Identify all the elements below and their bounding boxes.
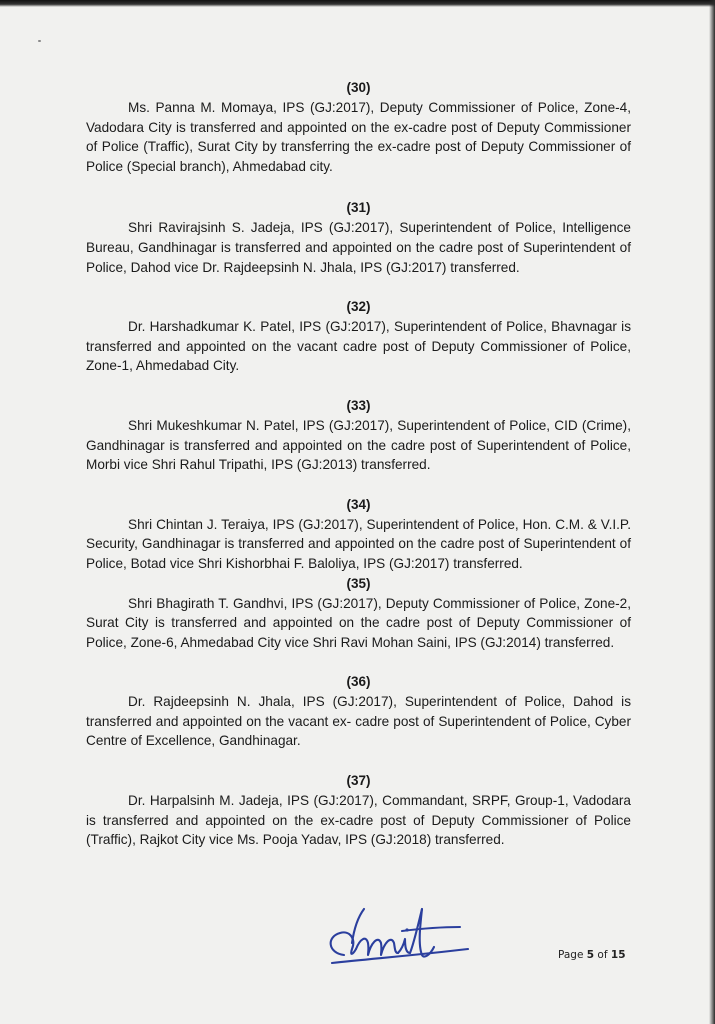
- section-number: (34): [346, 496, 371, 512]
- section-32: [86, 297, 631, 376]
- document-body: [86, 78, 631, 850]
- scan-shadow-top: [0, 0, 715, 7]
- section-37: [86, 771, 631, 850]
- scan-speck: [38, 40, 41, 42]
- total-pages: 15: [610, 949, 626, 961]
- section-36: [86, 672, 631, 751]
- current-page: 5: [586, 949, 595, 961]
- page-label: Page: [558, 949, 584, 961]
- section-text: Shri Chintan J. Teraiya, IPS (GJ:2017), Superintendent of Police, Hon. C.M. & V.I.P. Security, Gandhinagar is transferred and appointed on the cadre post of Superintendent of Police, Botad vice Shri Kishorbhai F. Baloliya, IPS (GJ:2017) transferred.: [86, 516, 631, 571]
- scan-shadow-right: [709, 0, 715, 1024]
- section-text: Shri Ravirajsinh S. Jadeja, IPS (GJ:2017), Superintendent of Police, Intelligence Bureau, Gandhinagar is transferred and appointed on the cadre post of Superintendent of Police, Dahod vice Dr. Rajdeepsinh N. Jhala, IPS (GJ:2017) transferred.: [86, 220, 631, 275]
- section-number: (30): [346, 80, 371, 95]
- section-number: (37): [346, 773, 371, 789]
- section-text: Dr. Rajdeepsinh N. Jhala, IPS (GJ:2017), Superintendent of Police, Dahod is transferred and appointed on the vacant ex- cadre post of Superintendent of Police, Cyber Centre of Excellence, Gandhinagar.: [86, 694, 631, 749]
- section-text: Ms. Panna M. Momaya, IPS (GJ:2017), Deputy Commissioner of Police, Zone-4, Vadodara City is transferred and appointed on the ex-cadre post of Deputy Commissioner of Police (Traffic), Surat City by transferring the ex-cadre post of Deputy Commissioner of Police (Special branch), Ahmedabad city.: [86, 100, 631, 174]
- section-text: Shri Bhagirath T. Gandhvi, IPS (GJ:2017), Deputy Commissioner of Police, Zone-2, Surat City is transferred and appointed on the cadre post of Deputy Commissioner of Police, Zone-6, Ahmedabad City vice Shri Ravi Mohan Saini, IPS (GJ:2014) transferred.: [86, 595, 631, 650]
- handwritten-signature: [318, 903, 478, 965]
- section-number: (35): [346, 575, 371, 591]
- section-number: (33): [346, 397, 371, 413]
- section-31: [86, 198, 631, 277]
- section-34: [86, 495, 631, 574]
- section-text: Dr. Harshadkumar K. Patel, IPS (GJ:2017), Superintendent of Police, Bhavnagar is transferred and appointed on the vacant cadre post of Deputy Commissioner of Police, Zone-1, Ahmedabad City.: [86, 319, 631, 374]
- section-35: [86, 574, 631, 653]
- section-number: (36): [346, 674, 371, 690]
- section-number: (32): [346, 299, 371, 315]
- page-number: [558, 949, 626, 961]
- section-text: Dr. Harpalsinh M. Jadeja, IPS (GJ:2017), Commandant, SRPF, Group-1, Vadodara is transferred and appointed on the ex-cadre post of Deputy Commissioner of Police (Traffic), Rajkot City vice Ms. Pooja Yadav, IPS (GJ:2018) transferred.: [86, 793, 631, 848]
- section-30: [86, 78, 631, 176]
- of-label: of: [597, 949, 608, 961]
- section-text: Shri Mukeshkumar N. Patel, IPS (GJ:2017), Superintendent of Police, CID (Crime), Gandhinagar is transferred and appointed on the cadre post of Superintendent of Police, Morbi vice Shri Rahul Tripathi, IPS (GJ:2013) transferred.: [86, 417, 631, 473]
- section-33: [86, 396, 631, 475]
- section-number: (31): [346, 200, 371, 216]
